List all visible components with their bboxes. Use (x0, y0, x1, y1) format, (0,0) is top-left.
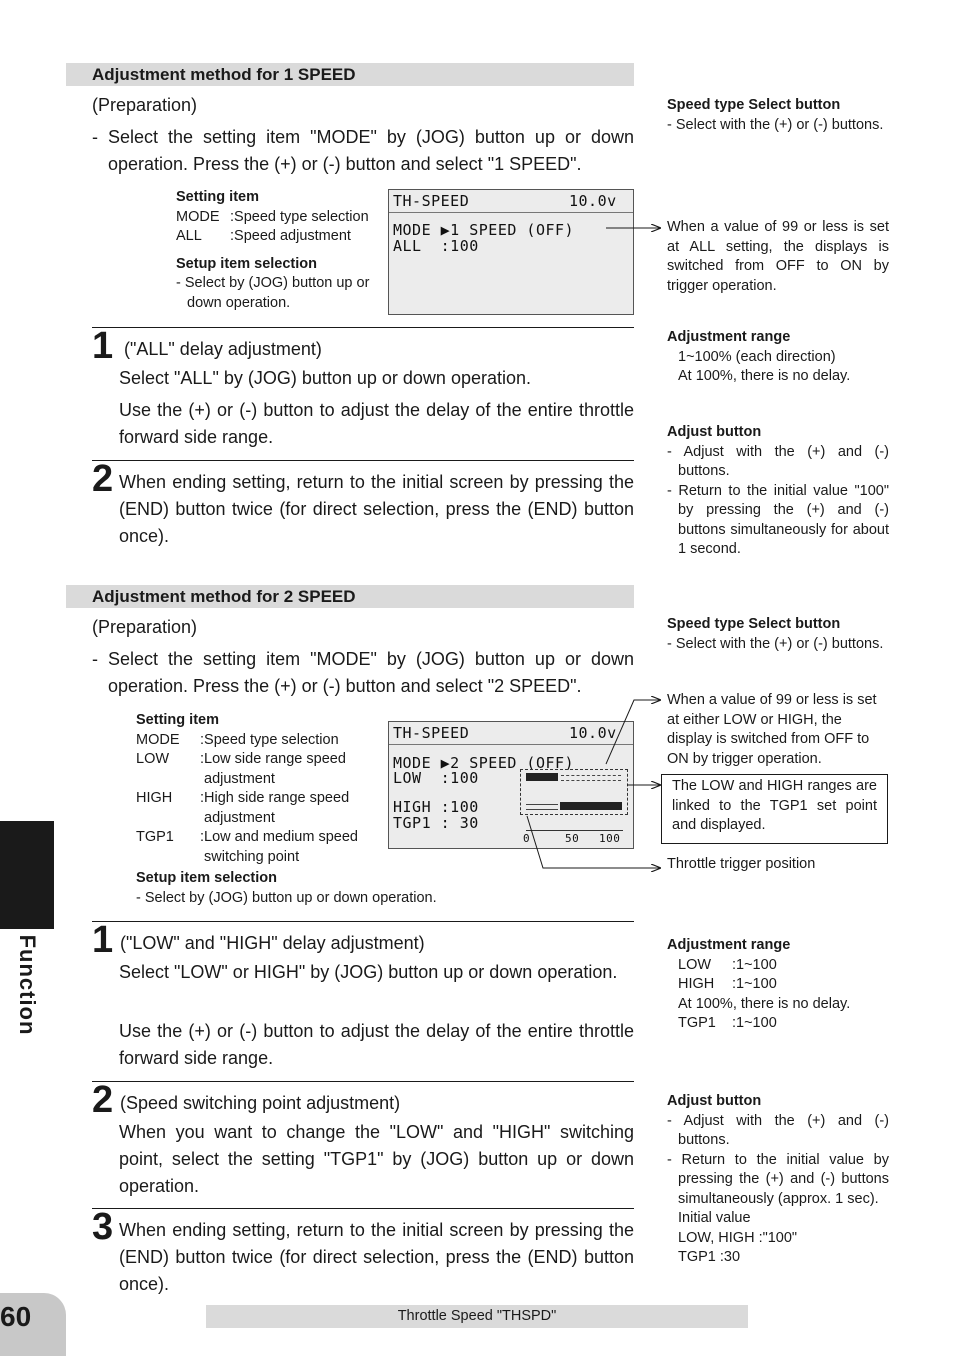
setting-item-cont: adjustment (204, 809, 275, 826)
setting-item-block (176, 188, 386, 313)
sidebar-note: When a value of 99 or less is set at either LOW or HIGH, the display is switched from OFF to ON by trigger operation. (667, 692, 877, 767)
preparation-text: - Select the setting item "MODE" by (JOG) button up or down operation. Press the (+) or (-) button and select "2 SPEED". (92, 649, 634, 696)
setting-item-cont: switching point (204, 848, 300, 865)
lcd-tgp1-line: TGP1 : 30 (393, 814, 479, 832)
section-title-1-speed: Adjustment method for 1 SPEED (66, 63, 634, 86)
linked-ranges-note-box: The LOW and HIGH ranges are linked to the TGP1 set point and displayed. (661, 774, 888, 844)
step-divider (92, 1081, 634, 1082)
lcd-voltage: 10.0v (569, 192, 617, 210)
sidebar-heading: Adjustment range (667, 937, 791, 953)
lcd-voltage: 10.0v (569, 724, 617, 742)
lcd-mode-line: MODE ▶2 SPEED (OFF) (393, 754, 575, 772)
lcd-all-line: ALL :100 (393, 237, 479, 255)
setup-text: - Select by (JOG) button up or down operation. (176, 275, 370, 311)
step-divider (92, 1208, 634, 1209)
sidebar-heading: Speed type Select button (667, 616, 841, 632)
step-divider (92, 460, 634, 461)
sidebar-text: At 100%, there is no delay. (678, 368, 851, 384)
sidebar-text: - Adjust with the (+) and (-) buttons. (667, 443, 889, 479)
setting-item-row: LOW :Low side range speed (136, 751, 346, 767)
setup-text: - Select by (JOG) button up or down operation. (136, 889, 437, 906)
sidebar-heading: Adjustment range (667, 329, 791, 345)
preparation-label: (Preparation) (92, 95, 198, 115)
step-number: 2 (92, 1079, 114, 1121)
step-paragraph: Use the (+) or (-) button to adjust the delay of the entire throttle forward side range. (119, 1021, 634, 1068)
step-divider (92, 921, 634, 922)
sidebar-speed-type-2 (667, 615, 889, 654)
range-row: At 100%, there is no delay. (678, 995, 851, 1012)
step-paragraph: Select "LOW" or HIGH" by (JOG) button up or down operation. (119, 962, 618, 982)
step-lead: ("LOW" and "HIGH" delay adjustment) (120, 933, 425, 953)
sidebar-text: - Return to the initial value by pressing the (+) and (-) buttons simultaneously (approx. 1 sec). (667, 1151, 889, 1207)
setting-item-row: MODE :Speed type selection (176, 208, 369, 225)
setup-heading: Setup item selection (176, 255, 318, 272)
sidebar-text: - Select with the (+) or (-) buttons. (667, 116, 884, 133)
sidebar-text: 1~100% (each direction) (678, 348, 836, 365)
sidebar-heading: Adjust button (667, 424, 762, 440)
sidebar-heading: Speed type Select button (667, 97, 841, 113)
lcd-title: TH-SPEED (393, 724, 470, 742)
step-number: 2 (92, 458, 114, 500)
setting-item-row: MODE :Speed type selection (136, 731, 339, 748)
preparation-text: - Select the setting item "MODE" by (JOG) button up or down operation. Press the (+) or (-) button and select "1 SPEED". (92, 127, 634, 174)
lcd-scale-label: 0 (523, 832, 531, 845)
step-number: 3 (92, 1206, 114, 1248)
lcd-high-line: HIGH :100 (393, 798, 479, 816)
step-paragraph: Use the (+) or (-) button to adjust the delay of the entire throttle forward side range. (119, 400, 634, 447)
range-row: HIGH :1~100 (678, 976, 777, 992)
sidebar-text: - Adjust with the (+) and (-) buttons. (667, 1112, 889, 1148)
section-title-2-speed: Adjustment method for 2 SPEED (66, 585, 634, 608)
step-lead: (Speed switching point adjustment) (120, 1093, 401, 1113)
setting-item-row: HIGH :High side range speed (136, 790, 350, 806)
sidebar-heading: Adjust button (667, 1093, 762, 1109)
footer-title: Throttle Speed "THSPD" (206, 1305, 748, 1328)
page-number: 60 (0, 1301, 32, 1332)
lcd-low-line: LOW :100 (393, 769, 479, 787)
lcd-scale-label: 50 (565, 832, 580, 845)
setting-item-heading: Setting item (176, 189, 259, 205)
lcd-screen-2-speed (388, 721, 634, 849)
step-lead: When ending setting, return to the initial screen by pressing the (END) button twice (for direct selection, press the (END) button once). (119, 1220, 634, 1294)
sidebar-range-2 (667, 936, 889, 1034)
lcd-linked-frame (520, 769, 628, 815)
range-row: TGP1 :1~100 (678, 1015, 777, 1031)
sidebar-text: Initial value (678, 1210, 751, 1226)
lcd-mode-line: MODE ▶1 SPEED (OFF) (393, 221, 575, 239)
lcd-screen-1-speed (388, 189, 634, 315)
step-lead: ("ALL" delay adjustment) (124, 339, 322, 359)
step-lead: When ending setting, return to the initial screen by pressing the (END) button twice (for direct selection, press the (END) button once). (119, 472, 634, 546)
sidebar-text: TGP1 :30 (678, 1249, 741, 1265)
setting-item-heading: Setting item (136, 712, 219, 728)
sidebar-speed-type-1 (667, 96, 889, 135)
step-divider (92, 327, 634, 328)
step-number: 1 (92, 919, 114, 961)
function-side-label: Function (15, 934, 40, 1036)
lcd-scale-label: 100 (599, 832, 621, 845)
sidebar-text: LOW, HIGH :"100" (678, 1229, 798, 1246)
trigger-position-label: Throttle trigger position (667, 856, 816, 872)
setting-item-row: ALL :Speed adjustment (176, 228, 351, 244)
step-paragraph: Select "ALL" by (JOG) button up or down operation. (119, 368, 532, 388)
function-side-tab (0, 821, 54, 929)
setting-item-cont: adjustment (204, 770, 275, 787)
setting-item-row: TGP1 :Low and medium speed (136, 829, 358, 845)
range-row: LOW :1~100 (678, 956, 777, 973)
sidebar-adjust-2 (667, 1092, 889, 1268)
step-paragraph: When you want to change the "LOW" and "HIGH" switching point, select the setting "TGP1" by (JOG) button up or down operation. (119, 1122, 634, 1196)
sidebar-text: - Return to the initial value "100" by pressing the (+) and (-) buttons simultaneously for about 1 second. (667, 482, 889, 557)
sidebar-adjust-1 (667, 423, 889, 560)
sidebar-text: - Select with the (+) or (-) buttons. (667, 635, 884, 652)
setup-heading: Setup item selection (136, 870, 278, 886)
sidebar-range-1 (667, 328, 889, 387)
step-number: 1 (92, 325, 114, 367)
sidebar-note: When a value of 99 or less is set at ALL setting, the displays is switched from OFF to ON by trigger operation. (667, 219, 889, 294)
lcd-title: TH-SPEED (393, 192, 470, 210)
preparation-label: (Preparation) (92, 617, 198, 637)
